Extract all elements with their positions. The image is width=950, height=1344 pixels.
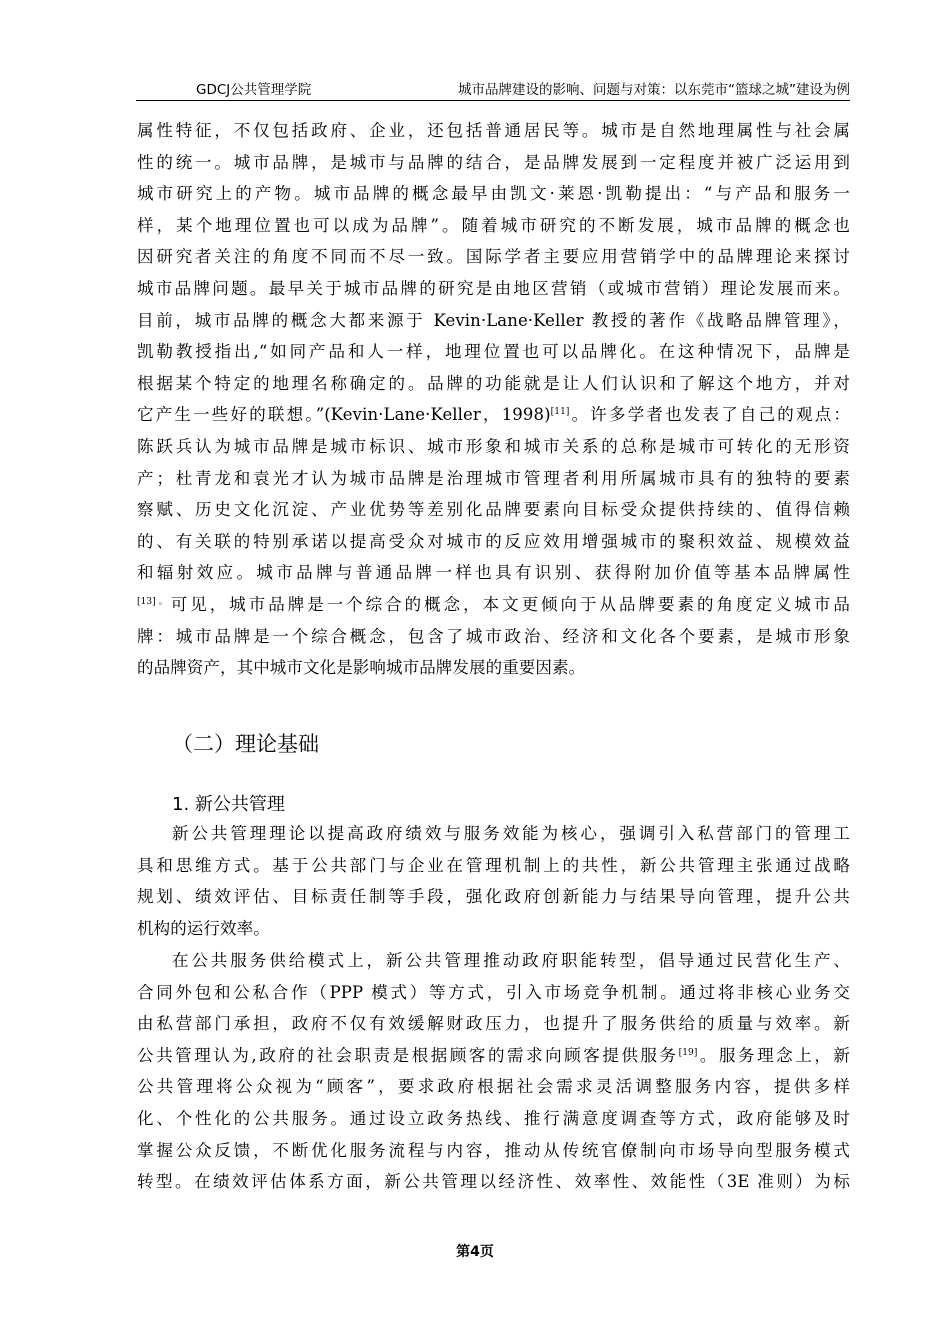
subsection-heading: 1. 新公共管理: [172, 794, 285, 815]
text-line: 样，某个地理位置也可以成为品牌”。随着城市研究的不断发展，城市品牌的概念也: [137, 215, 850, 235]
paragraph-npm-intro: [137, 818, 850, 944]
running-header: [136, 78, 850, 98]
text-span: 可见，城市品牌是一个综合的概念，本文更倾向于从品牌要素的角度定义城市品: [170, 594, 851, 614]
text-line: 新公共管理理论以提高政府绩效与服务效能为核心，强调引入私营部门的管理工: [172, 824, 850, 843]
text-line: 因研究者关注的角度不同而不尽一致。国际学者主要应用营销学中的品牌理论来探讨: [137, 247, 850, 267]
text-line: 公共管理将公众视为“顾客”，要求政府根据社会需求灵活调整服务内容，提供多样: [137, 1077, 850, 1097]
text-line: 机构的运行效率。: [137, 918, 270, 938]
text-line: 察赋、历史文化沉淀、产业优势等差别化品牌要素向目标受众提供持续的、值得信赖: [137, 500, 850, 520]
text-line: 由私营部门承担，政府不仅有效缓解财政压力，也提升了服务供给的质量与效率。新: [137, 1014, 850, 1034]
text-line: 在公共服务供给模式上，新公共管理推动政府职能转型，倡导通过民营化生产、: [172, 951, 850, 970]
text-line: [137, 399, 850, 431]
text-span: 。服务理念上，新: [697, 1045, 850, 1065]
section-heading: （二）理论基础: [172, 732, 319, 756]
header-rule: [136, 100, 850, 101]
text-line: 根据某个特定的地理名称确定的。品牌的功能就是让人们认识和了解这个地方，并对: [137, 373, 850, 393]
header-institution: GDCJ公共管理学院: [196, 82, 312, 98]
text-line: 合同外包和公私合作（PPP 模式）等方式，引入市场竞争机制。通过将非核心业务交: [137, 982, 850, 1002]
text-line: [137, 1040, 850, 1072]
text-line: 化、个性化的公共服务。通过设立政务热线、推行满意度调查等方式，政府能够及时: [137, 1108, 850, 1128]
text-line: 的、有关联的特别承诺以提高受众对城市的反应效用增强城市的聚积效益、规模效益: [137, 531, 850, 551]
text-line: 规划、绩效评估、目标责任制等手段，强化政府创新能力与结果导向管理，提升公共: [137, 887, 850, 907]
paragraph-city-brand-definition: [137, 115, 850, 684]
text-line: 转型。在绩效评估体系方面，新公共管理以经济性、效率性、效能性（3E 准则）为标: [137, 1172, 850, 1192]
citation-13: [13]。: [137, 596, 171, 607]
header-paper-title: 城市品牌建设的影响、问题与对策：以东莞市“篮球之城”建设为例: [458, 82, 850, 98]
text-line: 和辐射效应。城市品牌与普通品牌一样也具有识别、获得附加价值等基本品牌属性: [137, 563, 850, 583]
citation-11: [11]: [550, 407, 570, 418]
text-span: 公共管理认为,政府的社会职责是根据顾客的需求向顾客提供服务: [137, 1045, 679, 1065]
text-line: 掌握公众反馈，不断优化服务流程与内容，推动从传统官僚制向市场导向型服务模式: [137, 1140, 850, 1160]
text-line: 产；杜青龙和袁光才认为城市品牌是治理城市管理者利用所属城市具有的独特的要素: [137, 468, 850, 488]
text-line: 城市品牌问题。最早关于城市品牌的研究是由地区营销（或城市营销）理论发展而来。: [137, 278, 850, 298]
text-span: 它产生一些好的联想。”(Kevin·Lane·Keller，1998): [137, 405, 551, 425]
text-line: 性的统一。城市品牌，是城市与品牌的结合，是品牌发展到一定程度并被广泛运用到: [137, 152, 850, 172]
text-line: 属性特征，不仅包括政府、企业，还包括普通居民等。城市是自然地理属性与社会属: [137, 121, 850, 140]
text-line: 的品牌资产，其中城市文化是影响城市品牌发展的重要因素。: [137, 658, 586, 678]
text-line: 凯勒教授指出,“如同产品和人一样，地理位置也可以品牌化。在这种情况下，品牌是: [137, 342, 850, 362]
text-line: 城市研究上的产物。城市品牌的概念最早由凯文·莱恩·凯勒提出：“与产品和服务一: [137, 184, 850, 204]
text-line: 牌：城市品牌是一个综合概念，包含了城市政治、经济和文化各个要素，是城市形象: [137, 626, 850, 646]
paragraph-npm-service-supply: [137, 945, 850, 1198]
text-line: [137, 589, 850, 621]
text-line: 具和思维方式。基于公共部门与企业在管理机制上的共性，新公共管理主张通过战略: [137, 855, 850, 875]
citation-19: [19]: [678, 1047, 698, 1058]
text-line: 陈跃兵认为城市品牌是城市标识、城市形象和城市关系的总称是城市可转化的无形资: [137, 436, 850, 456]
page-number: 第4页: [456, 1244, 494, 1260]
text-line: 目前，城市品牌的概念大都来源于 Kevin·Lane·Keller 教授的著作《战略品牌管理》，: [137, 310, 850, 330]
text-span: 。许多学者也发表了自己的观点：: [569, 405, 850, 425]
